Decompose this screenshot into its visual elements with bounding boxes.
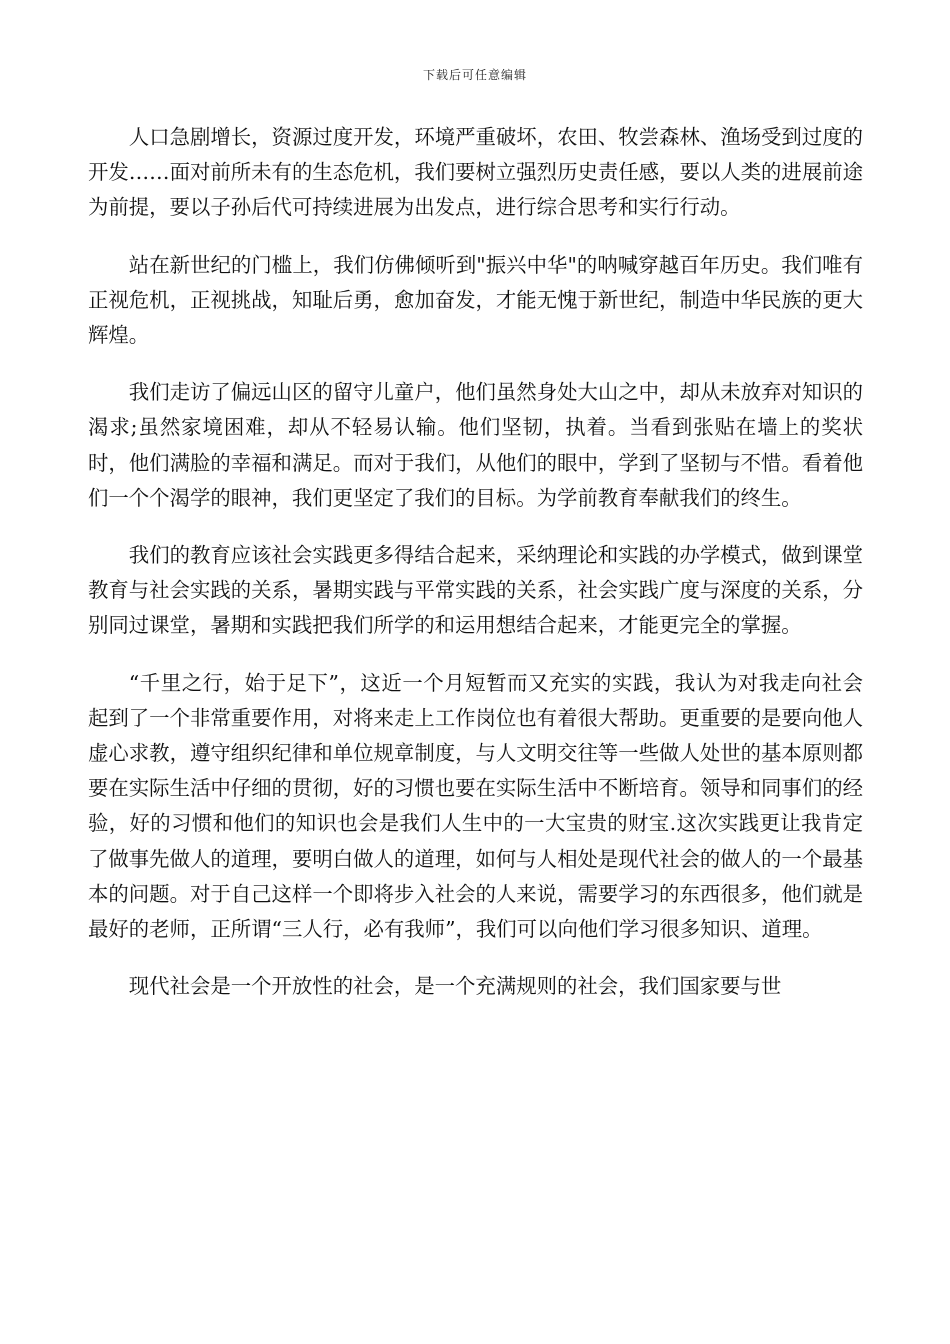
paragraph: 人口急剧增长，资源过度开发，环境严重破坏，农田、牧尝森林、渔场受到过度的开发……面对前所未有的生态危机，我们要树立强烈历史责任感，要以人类的进展前途为前提，要以子孙后代可持续进展为出发点，进行综合思考和实行行动。 — [88, 125, 863, 220]
paragraph: 现代社会是一个开放性的社会，是一个充满规则的社会，我们国家要与世 — [128, 974, 782, 999]
paragraph: 我们的教育应该社会实践更多得结合起来，采纳理论和实践的办学模式，做到课堂教育与社会实践的关系，暑期实践与平常实践的关系，社会实践广度与深度的关系，分别同过课堂，暑期和实践把我们所学的和运用想结合起来，才能更完全的掌握。 — [88, 543, 863, 638]
paragraph: 我们走访了偏远山区的留守儿童户，他们虽然身处大山之中，却从未放弃对知识的渴求;虽然家境困难，却从不轻易认输。他们坚韧，执着。当看到张贴在墙上的奖状时，他们满脸的幸福和满足。而对于我们，从他们的眼中，学到了坚韧与不惜。看着他们一个个渴学的眼神，我们更坚定了我们的目标。为学前教育奉献我们的终生。 — [88, 380, 863, 510]
page-header: 下载后可任意编辑 — [422, 68, 527, 82]
body-text — [88, 120, 863, 1026]
paragraph: “千里之行，始于足下”，这近一个月短暂而又充实的实践，我认为对我走向社会起到了一个非常重要作用，对将来走上工作岗位也有着很大帮助。更重要的是要向他人虚心求教，遵守组织纪律和单位规章制度，与人文明交往等一些做人处世的基本原则都要在实际生活中仔细的贯彻，好的习惯也要在实际生活中不断培育。领导和同事们的经验，好的习惯和他们的知识也会是我们人生中的一大宝贵的财宝.这次实践更让我肯定了做事先做人的道理，要明白做人的道理，如何与人相处是现代社会的做人的一个最基本的问题。对于自己这样一个即将步入社会的人来说，需要学习的东西很多，他们就是最好的老师，正所谓“三人行，必有我师”，我们可以向他们学习很多知识、道理。 — [88, 670, 863, 942]
paragraph: 站在新世纪的门槛上，我们仿佛倾听到"振兴中华"的呐喊穿越百年历史。我们唯有正视危机，正视挑战，知耻后勇，愈加奋发，才能无愧于新世纪，制造中华民族的更大辉煌。 — [88, 252, 863, 348]
